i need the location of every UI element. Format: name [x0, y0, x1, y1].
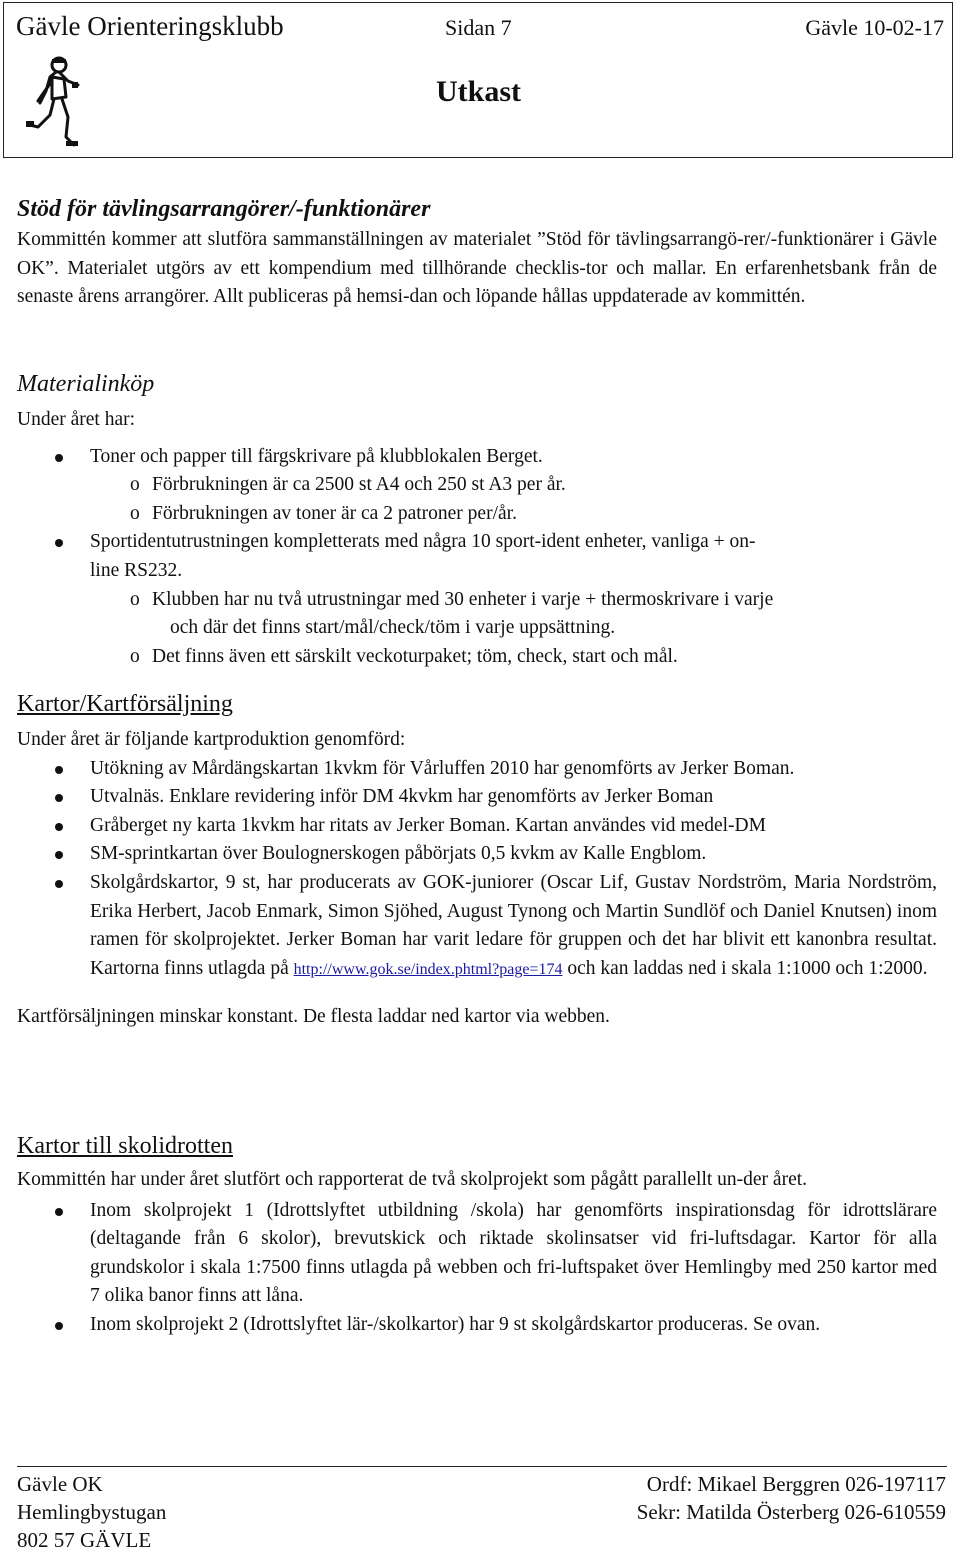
footer-text: 802 57 GÄVLE	[17, 1528, 152, 1552]
bullet-list	[17, 755, 937, 985]
list-item-text: Utökning av Mårdängskartan 1kvkm för Vårluffen 2010 har genomförts av Jerker Boman.	[90, 757, 795, 779]
list-item-text: Utvalnäs. Enklare revidering inför DM 4kvkm har genomförts av Jerker Boman	[90, 786, 714, 808]
list-item	[17, 812, 937, 841]
list-item-text: Toner och papper till färgskrivare på klubblokalen Berget.	[90, 445, 543, 467]
footer-text: Gävle OK	[17, 1472, 103, 1496]
footer-address	[17, 1470, 166, 1554]
list-item-text: Skolgårdskartor, 9 st, har producerats av GOK-juniorer (Oscar Lif, Gustav Nordström, Maria Nordström, Erika Herbert, Jacob Enmark, Simon Sjöhed, August Tynong och Martin Sundlöf och Daniel Knutsen) inom ramen för skolprojektet. Jerker Boman har varit ledare för gruppen och det har blivit ett kanonbra resultat. Kartorna finns utlagda på	[90, 871, 937, 979]
footer-divider	[17, 1466, 947, 1467]
sub-bullet-marker: o	[130, 588, 140, 610]
paragraph: Under året är följande kartproduktion genomförd:	[17, 729, 406, 750]
list-item-text: Förbrukningen av toner är ca 2 patroner per/år.	[152, 502, 517, 524]
list-item	[17, 783, 937, 812]
list-item	[17, 1311, 937, 1340]
sub-bullet-marker: o	[130, 502, 140, 524]
draft-label: Utkast	[436, 75, 522, 108]
list-item-text: Inom skolprojekt 2 (Idrottslyftet lär-/skolkartor) har 9 st skolgårdskartor produceras. Se ovan.	[90, 1313, 821, 1335]
bullet-list	[17, 1197, 937, 1340]
list-item-text: Klubben har nu två utrustningar med 30 enheter i varje + thermoskrivare i varje	[152, 588, 774, 610]
section-maps	[17, 688, 937, 1032]
paragraph: Kommittén har under året slutfört och rapporterat de två skolprojekt som pågått parallellt un-der året.	[17, 1169, 808, 1190]
bullet-list	[17, 528, 937, 585]
list-item-text: och där det finns start/mål/check/töm i varje uppsättning.	[170, 617, 616, 639]
section-heading: Materialinköp	[17, 371, 155, 397]
section-heading: Kartor till skolidrotten	[17, 1133, 233, 1159]
page-number: Sidan 7	[445, 15, 512, 40]
list-item-text: Förbrukningen är ca 2500 st A4 och 250 st A3 per år.	[152, 474, 566, 496]
paragraph: Kommittén kommer att slutföra sammanställningen av materialet ”Stöd för tävlingsarrangö-rer/-funktionärer i Gävle OK”. Materialet utgörs av ett kompendium med tillhörande checklis-tor och mallar. En erfarenhetsbank från de senaste årens arrangörer. Allt publiceras på hemsi-dan och löpande hållas uppdaterade av kommittén.	[17, 229, 937, 308]
footer-text: Ordf: Mikael Berggren 026-197117	[646, 1472, 946, 1496]
list-item-text: SM-sprintkartan över Boulognerskogen påbörjats 0,5 kvkm av Kalle Engblom.	[90, 843, 707, 865]
section-support	[17, 193, 937, 312]
footer-text: Sekr: Matilda Österberg 026-610559	[636, 1500, 946, 1524]
sub-list-item	[17, 500, 937, 529]
footer-contacts	[637, 1470, 946, 1526]
section-heading: Stöd för tävlingsarrangörer/-funktionärer	[17, 196, 431, 222]
sub-list-item	[17, 471, 937, 500]
bullet-list	[17, 443, 937, 472]
list-item	[17, 755, 937, 784]
page-header	[3, 2, 953, 158]
footer-text: Hemlingbystugan	[17, 1500, 167, 1524]
maps-download-link[interactable]: http://www.gok.se/index.phtml?page=174	[293, 960, 563, 978]
list-item-text: Sportidentutrustningen kompletterats med några 10 sport-ident enheter, vanliga + on-	[90, 531, 756, 553]
list-item-text: Inom skolprojekt 1 (Idrottslyftet utbildning /skola) har genomförts inspirationsdag för idrottslärare (deltagande från 6 skolor), brevutskick och riktade skolinsatser vid fri-luftsdagar. Kartor för alla grundskolor i skala 1:7500 finns utlagda på webben och fri-luftspaket över Hemlingby med 250 kartor med 7 olika banor finns att låna.	[90, 1199, 937, 1307]
list-item	[17, 528, 937, 585]
list-item	[17, 840, 937, 869]
runner-logo-icon	[22, 55, 94, 155]
sub-bullet-marker: o	[130, 474, 140, 496]
section-heading: Kartor/Kartförsäljning	[17, 691, 233, 717]
sub-list-item	[17, 586, 937, 643]
list-item	[17, 1197, 937, 1311]
list-item	[17, 869, 937, 984]
sub-bullet-marker: o	[130, 645, 140, 667]
list-item-text: Det finns även ett särskilt veckoturpaket; töm, check, start och mål.	[152, 645, 678, 667]
sub-list-item	[17, 643, 937, 672]
document-date: Gävle 10-02-17	[805, 15, 944, 40]
section-school-sports	[17, 1130, 937, 1340]
list-item-text: line RS232.	[90, 559, 183, 581]
section-material	[17, 368, 937, 671]
club-name: Gävle Orienteringsklubb	[16, 11, 284, 41]
list-item	[17, 443, 937, 472]
list-item-text: och kan laddas ned i skala 1:1000 och 1:2000.	[567, 957, 928, 979]
paragraph: Kartförsäljningen minskar konstant. De flesta laddar ned kartor via webben.	[17, 1006, 610, 1028]
list-item-text: Gråberget ny karta 1kvkm har ritats av Jerker Boman. Kartan användes vid medel-DM	[90, 814, 766, 836]
paragraph: Under året har:	[17, 409, 136, 430]
